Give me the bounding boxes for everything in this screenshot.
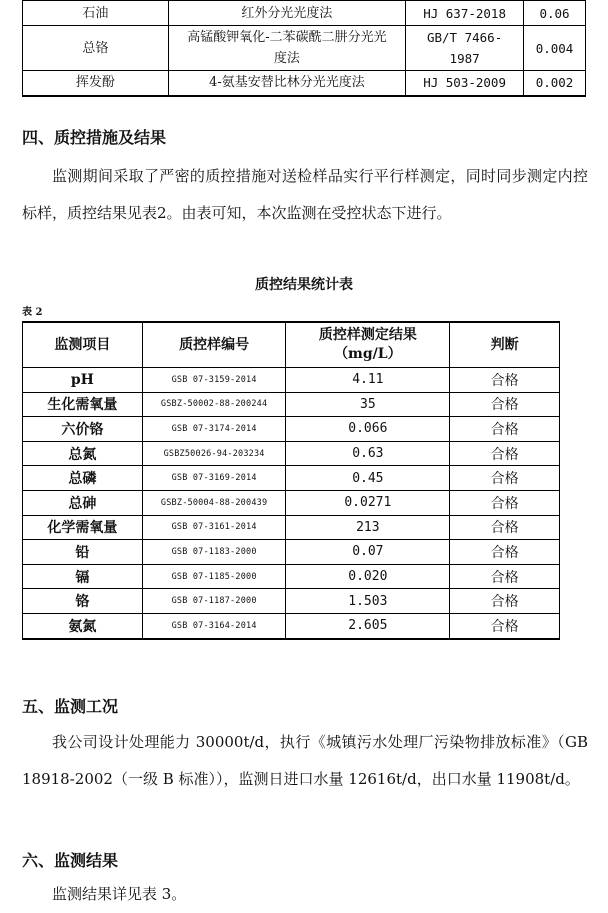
judge-cell: 合格 bbox=[450, 589, 560, 614]
result-cell: 0.45 bbox=[286, 466, 450, 491]
table-row bbox=[23, 392, 560, 417]
code-cell: GSB 07-3164-2014 bbox=[142, 613, 286, 638]
result-cell: 0.066 bbox=[286, 417, 450, 442]
judge-cell: 合格 bbox=[450, 466, 560, 491]
item-cell: 总氮 bbox=[23, 441, 143, 466]
table-row bbox=[23, 613, 560, 638]
section-heading-results: 六、监测结果 bbox=[22, 851, 119, 870]
result-cell: 0.0271 bbox=[286, 490, 450, 515]
table-row bbox=[23, 515, 560, 540]
table-row bbox=[23, 26, 586, 71]
code-cell: GSB 07-1183-2000 bbox=[142, 540, 286, 565]
item-cell: 总砷 bbox=[23, 490, 143, 515]
judge-cell: 合格 bbox=[450, 564, 560, 589]
code-cell: GSB 07-1187-2000 bbox=[142, 589, 286, 614]
table-row bbox=[23, 589, 560, 614]
section-heading-conditions: 五、监测工况 bbox=[22, 697, 119, 716]
item-cell: 铬 bbox=[23, 589, 143, 614]
table-title: 质控结果统计表 bbox=[255, 277, 353, 293]
judge-cell: 合格 bbox=[450, 540, 560, 565]
standard-cell: HJ 637-2018 bbox=[406, 1, 524, 26]
header-result: 质控样测定结果 （mg/L） bbox=[286, 322, 450, 368]
judge-cell: 合格 bbox=[450, 441, 560, 466]
item-cell: 氨氮 bbox=[23, 613, 143, 638]
code-cell: GSB 07-3159-2014 bbox=[142, 368, 286, 393]
standard-cell: GB/T 7466-1987 bbox=[406, 26, 524, 71]
code-cell: GSB 07-1185-2000 bbox=[142, 564, 286, 589]
header-item: 监测项目 bbox=[23, 322, 143, 368]
result-cell: 1.503 bbox=[286, 589, 450, 614]
item-cell: pH bbox=[23, 368, 143, 393]
header-code: 质控样编号 bbox=[142, 322, 286, 368]
table-row bbox=[23, 368, 560, 393]
judge-cell: 合格 bbox=[450, 417, 560, 442]
table-row bbox=[23, 466, 560, 491]
table-row bbox=[23, 441, 560, 466]
method-table bbox=[22, 0, 586, 97]
code-cell: GSBZ-50004-88-200439 bbox=[142, 490, 286, 515]
judge-cell: 合格 bbox=[450, 515, 560, 540]
code-cell: GSBZ50026-94-203234 bbox=[142, 441, 286, 466]
code-cell: GSB 07-3161-2014 bbox=[142, 515, 286, 540]
judge-cell: 合格 bbox=[450, 490, 560, 515]
standard-cell: HJ 503-2009 bbox=[406, 71, 524, 96]
result-cell: 0.020 bbox=[286, 564, 450, 589]
qc-results-table bbox=[22, 321, 560, 640]
code-cell: GSB 07-3169-2014 bbox=[142, 466, 286, 491]
results-paragraph: 监测结果详见表 3。 bbox=[52, 885, 187, 903]
table-row bbox=[23, 417, 560, 442]
limit-cell: 0.002 bbox=[524, 71, 586, 96]
limit-cell: 0.004 bbox=[524, 26, 586, 71]
qc-paragraph: 监测期间采取了严密的质控措施对送检样品实行平行样测定，同时同步测定内控标样，质控结果见表2。由表可知，本次监测在受控状态下进行。 bbox=[22, 167, 588, 222]
table-row bbox=[23, 564, 560, 589]
table-row bbox=[23, 71, 586, 96]
result-cell: 4.11 bbox=[286, 368, 450, 393]
result-cell: 0.63 bbox=[286, 441, 450, 466]
item-cell: 石油 bbox=[23, 1, 169, 26]
judge-cell: 合格 bbox=[450, 392, 560, 417]
result-cell: 213 bbox=[286, 515, 450, 540]
header-judge: 判断 bbox=[450, 322, 560, 368]
table-row bbox=[23, 540, 560, 565]
table-row bbox=[23, 490, 560, 515]
code-cell: GSBZ-50002-88-200244 bbox=[142, 392, 286, 417]
item-cell: 六价铬 bbox=[23, 417, 143, 442]
item-cell: 总磷 bbox=[23, 466, 143, 491]
method-cell: 4-氨基安替比林分光光度法 bbox=[168, 71, 406, 96]
judge-cell: 合格 bbox=[450, 613, 560, 638]
method-cell: 红外分光光度法 bbox=[168, 1, 406, 26]
item-cell: 生化需氧量 bbox=[23, 392, 143, 417]
method-cell: 高锰酸钾氧化-二苯碳酰二肼分光光度法 bbox=[168, 26, 406, 71]
conditions-paragraph: 我公司设计处理能力 30000t/d，执行《城镇污水处理厂污染物排放标准》（GB 18918-2002（一级 B 标准）），监测日进口水量 12616t/d，出口水量 11908t/d。 bbox=[22, 733, 588, 788]
table-number: 表 2 bbox=[22, 307, 43, 318]
judge-cell: 合格 bbox=[450, 368, 560, 393]
result-cell: 0.07 bbox=[286, 540, 450, 565]
limit-cell: 0.06 bbox=[524, 1, 586, 26]
table-row bbox=[23, 1, 586, 26]
item-cell: 挥发酚 bbox=[23, 71, 169, 96]
item-cell: 总铬 bbox=[23, 26, 169, 71]
item-cell: 镉 bbox=[23, 564, 143, 589]
item-cell: 化学需氧量 bbox=[23, 515, 143, 540]
result-cell: 2.605 bbox=[286, 613, 450, 638]
section-heading-qc: 四、质控措施及结果 bbox=[22, 128, 167, 147]
result-cell: 35 bbox=[286, 392, 450, 417]
item-cell: 铅 bbox=[23, 540, 143, 565]
code-cell: GSB 07-3174-2014 bbox=[142, 417, 286, 442]
table-header-row bbox=[23, 322, 560, 368]
